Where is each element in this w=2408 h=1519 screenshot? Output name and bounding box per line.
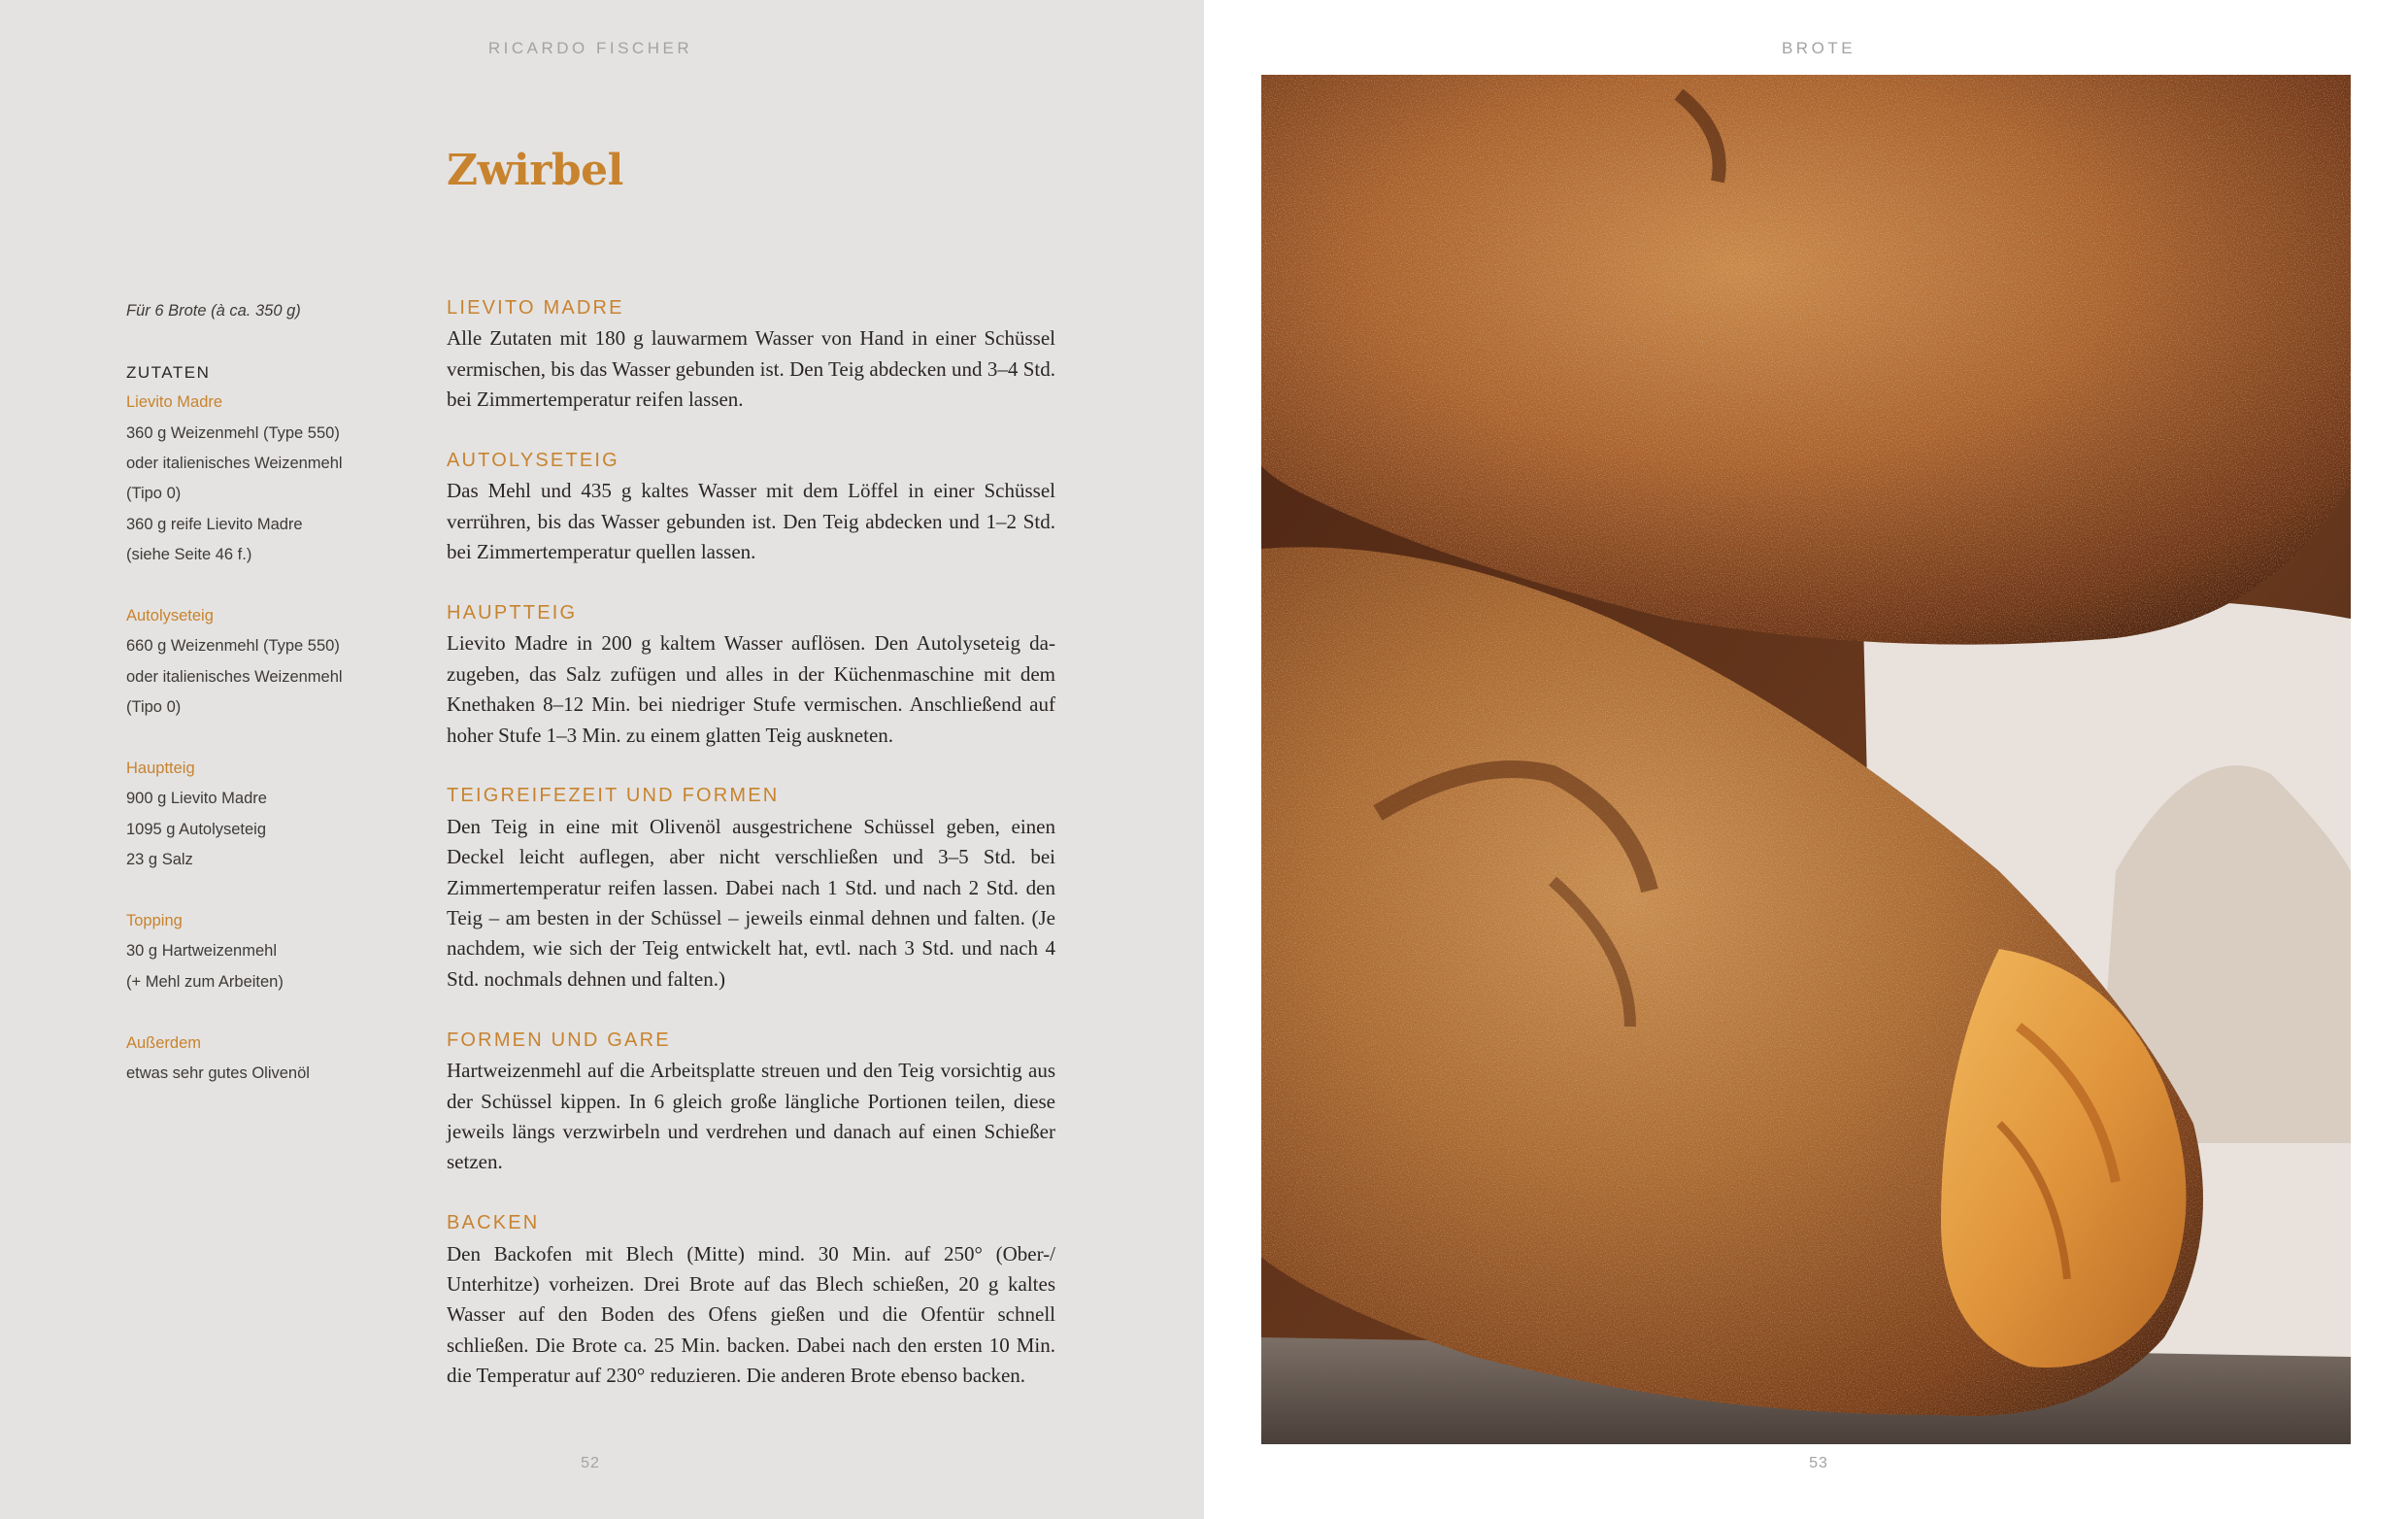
page-number-right: 53 [1809, 1455, 1828, 1471]
ingredient-line: 30 g Hartweizenmehl [126, 942, 277, 961]
method-step [447, 293, 1055, 416]
ingredient-line: 360 g reife Lievito Madre [126, 515, 303, 533]
ingredient-line: 900 g Lievito Madre [126, 790, 267, 808]
running-head-chapter: BROTE [1781, 39, 1856, 57]
method-step [447, 1026, 1055, 1178]
ingredient-group-title: Außerdem [126, 1033, 202, 1052]
step-heading: FORMEN UND GARE [447, 1029, 671, 1051]
ingredient-group [126, 388, 369, 570]
yield-note: Für 6 Brote (à ca. 350 g) [126, 302, 301, 320]
step-heading: LIEVITO MADRE [447, 297, 624, 319]
ingredient-line: oder italienisches Weizenmehl [126, 455, 343, 473]
ingredient-group [126, 754, 369, 876]
page-number-left: 52 [581, 1455, 600, 1471]
ingredient-groups [126, 388, 369, 1089]
step-text: Hartweizenmehl auf die Arbeitsplatte streuen und den Teig vorsichtig aus der Schüssel kippen. In 6 gleich große längliche Portionen teilen, diese jeweils längs verzwirbeln und verdrehen und danach auf einen Schießer setzen. [447, 1059, 1055, 1174]
step-text: Alle Zutaten mit 180 g lauwarmem Wasser von Hand in einer Schüssel vermischen, bis das Wasser gebunden ist. Den Teig abdecken und 3–4 Std. bei Zimmertemperatur reifen lassen. [447, 326, 1055, 412]
step-text: Das Mehl und 435 g kaltes Wasser mit dem Löffel in einer Schüssel verrühren, bis das Wasser gebunden ist. Den Teig abdecken und 1–2 Std. bei Zimmertemperatur quellen lassen. [447, 479, 1055, 564]
step-heading: TEIGREIFEZEIT UND FORMEN [447, 785, 780, 807]
step-text: Den Teig in eine mit Olivenöl ausgestrichene Schüssel geben, einen Deckel leicht auflegen, aber nicht verschließen und 3–5 Std. bei Zimmertemperatur reifen lassen. Dabei nach 1 Std. und nach 2 Std. den Teig – am besten in der Schüssel – jeweils einmal dehnen und falten. (Je nachdem, wie sich der Teig entwickelt hat, evtl. nach 3 Std. und nach 4 Std. nochmals dehnen und falten.) [447, 814, 1055, 991]
ingredient-group [126, 601, 369, 724]
method-step [447, 1208, 1055, 1391]
ingredient-group-title: Autolyseteig [126, 607, 214, 625]
ingredient-line: 360 g Weizenmehl (Type 550) [126, 423, 340, 442]
method-steps [447, 293, 1055, 1392]
running-head-author: RICARDO FISCHER [487, 39, 693, 57]
ingredient-group-title: Topping [126, 912, 183, 930]
step-text: Lievito Madre in 200 g kaltem Wasser auflösen. Den Autolyseteig dazugeben, das Salz zufügen und alles in der Küchenmaschine mit dem Knethaken 8–12 Min. bei niedriger Stufe vermischen. Anschließend auf hoher Stufe 1–3 Min. zu einem glatten Teig auskneten. [447, 631, 1055, 747]
ingredient-group [126, 906, 369, 997]
step-heading: HAUPTTEIG [447, 602, 578, 624]
ingredient-line: 23 g Salz [126, 851, 193, 869]
method-step [447, 781, 1055, 995]
bread-photo [1261, 75, 2351, 1444]
recipe-title: Zwirbel [447, 146, 623, 195]
ingredient-group-title: Lievito Madre [126, 393, 223, 412]
ingredient-group-title: Hauptteig [126, 760, 195, 778]
step-text: Den Backofen mit Blech (Mitte) mind. 30 Min. auf 250° (Ober-/ Unterhitze) vorheizen. Drei Brote auf das Blech schießen, 20 g kaltes Wasser auf den Boden des Ofens gießen und die Ofentür schnell schließen. Die Brote ca. 25 Min. backen. Dabei nach den ersten 10 Min. die Temperatur auf 230° reduzieren. Die anderen Brote ebenso backen. [447, 1241, 1055, 1388]
method-step [447, 598, 1055, 751]
ingredients-heading: ZUTATEN [126, 362, 211, 382]
ingredient-line: (Tipo 0) [126, 698, 182, 717]
step-heading: BACKEN [447, 1212, 540, 1234]
ingredient-line: 1095 g Autolyseteig [126, 820, 267, 838]
ingredient-group [126, 1029, 369, 1090]
method-step [447, 446, 1055, 568]
ingredient-line: (Tipo 0) [126, 485, 182, 503]
ingredients-sidebar [126, 296, 369, 1089]
ingredient-line: (+ Mehl zum Arbeiten) [126, 972, 284, 991]
ingredient-line: etwas sehr gutes Olivenöl [126, 1064, 310, 1083]
ingredient-line: (siehe Seite 46 f.) [126, 546, 252, 564]
ingredient-line: oder italienisches Weizenmehl [126, 667, 343, 686]
ingredient-line: 660 g Weizenmehl (Type 550) [126, 637, 340, 656]
step-heading: AUTOLYSETEIG [447, 450, 619, 472]
